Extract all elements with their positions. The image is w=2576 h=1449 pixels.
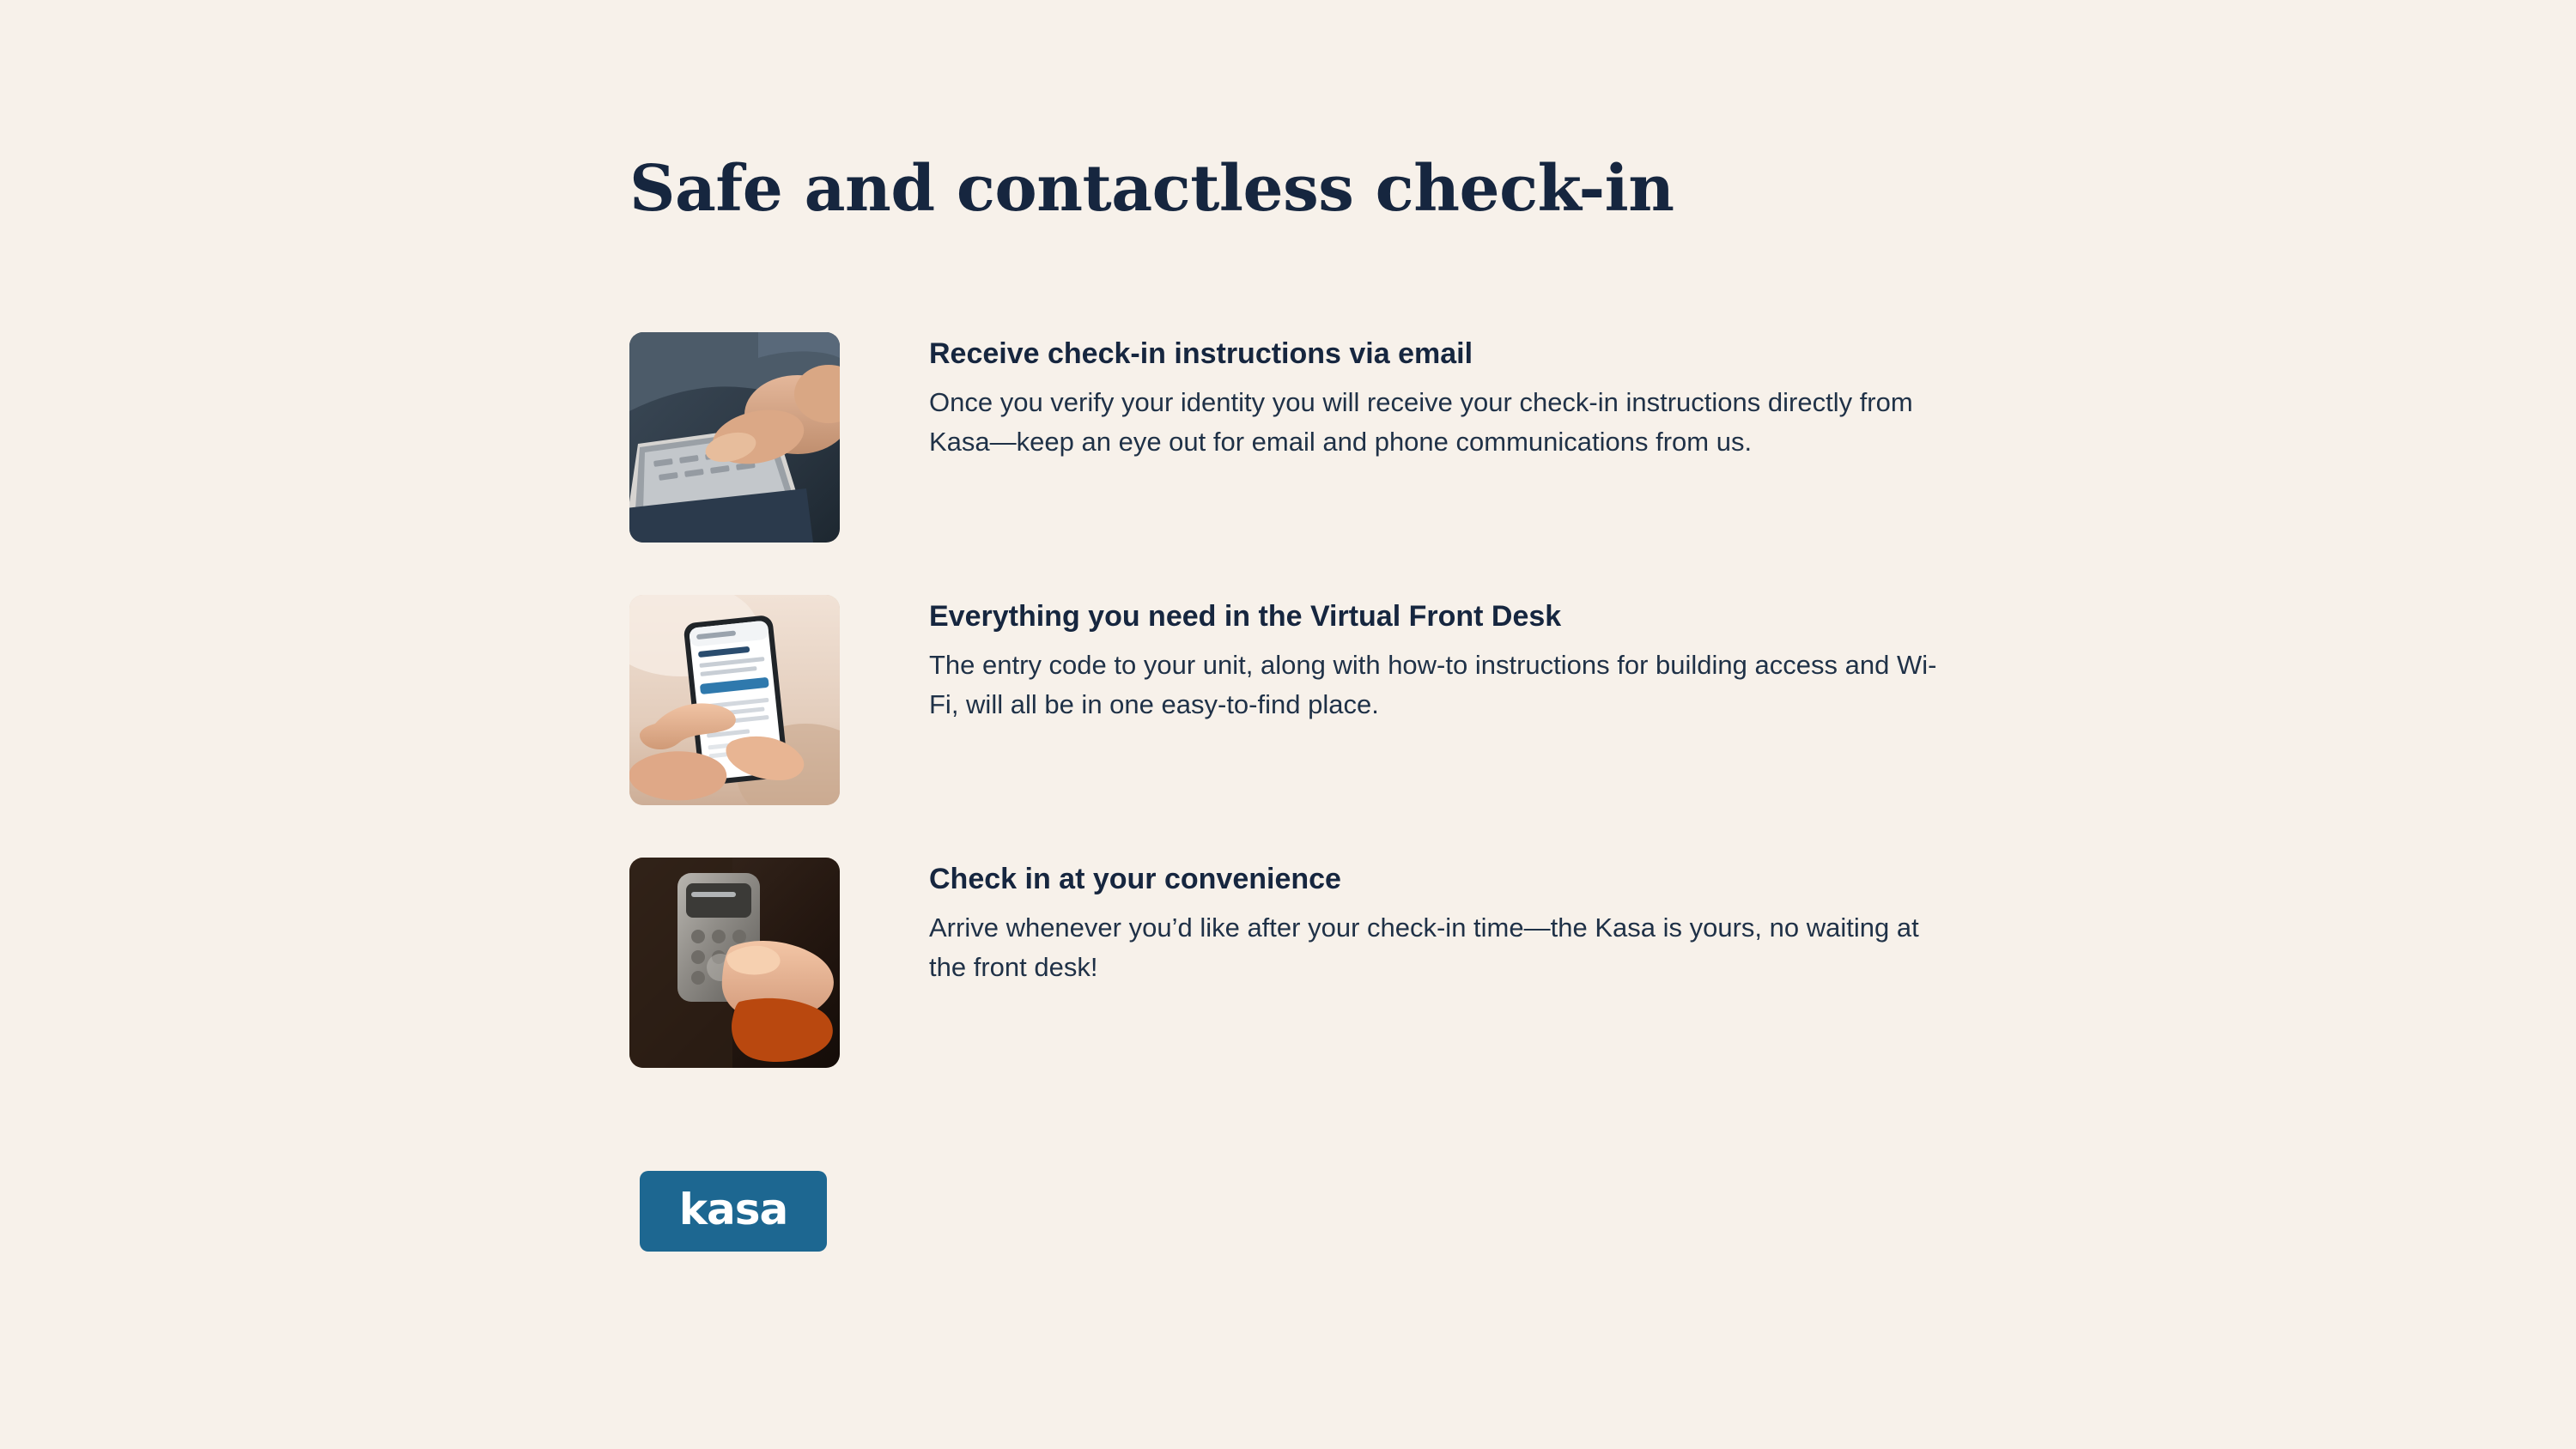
feature-list [629,327,2089,1068]
feature-item [629,852,2089,1068]
feature-text [929,852,1942,988]
feature-title: Receive check-in instructions via email [929,337,1473,371]
feature-title: Check in at your convenience [929,863,1341,896]
feature-text [929,327,1942,463]
smart-lock-keypad-photo [629,858,840,1068]
feature-body: Arrive whenever you’d like after your check-in time—the Kasa is yours, no waiting at the front desk! [929,912,1919,983]
feature-item [629,327,2089,543]
feature-title: Everything you need in the Virtual Front Desk [929,600,1562,634]
feature-item [629,590,2089,805]
kasa-logo-badge [640,1171,827,1252]
feature-body: The entry code to your unit, along with how-to instructions for building access and Wi-Fi, will all be in one easy-to-find place. [929,649,1937,720]
kasa-logo-text: kasa [678,1185,788,1235]
feature-body: Once you verify your identity you will receive your check-in instructions directly from Kasa—keep an eye out for email and phone communications from us. [929,386,1913,458]
smartphone-virtual-front-desk-photo [629,595,840,805]
feature-text [929,590,1942,725]
content-column [629,152,2089,1252]
laptop-hands-photo [629,332,840,543]
page-title: Safe and contactless check-in [629,152,1674,226]
brand-logo [640,1171,2089,1252]
